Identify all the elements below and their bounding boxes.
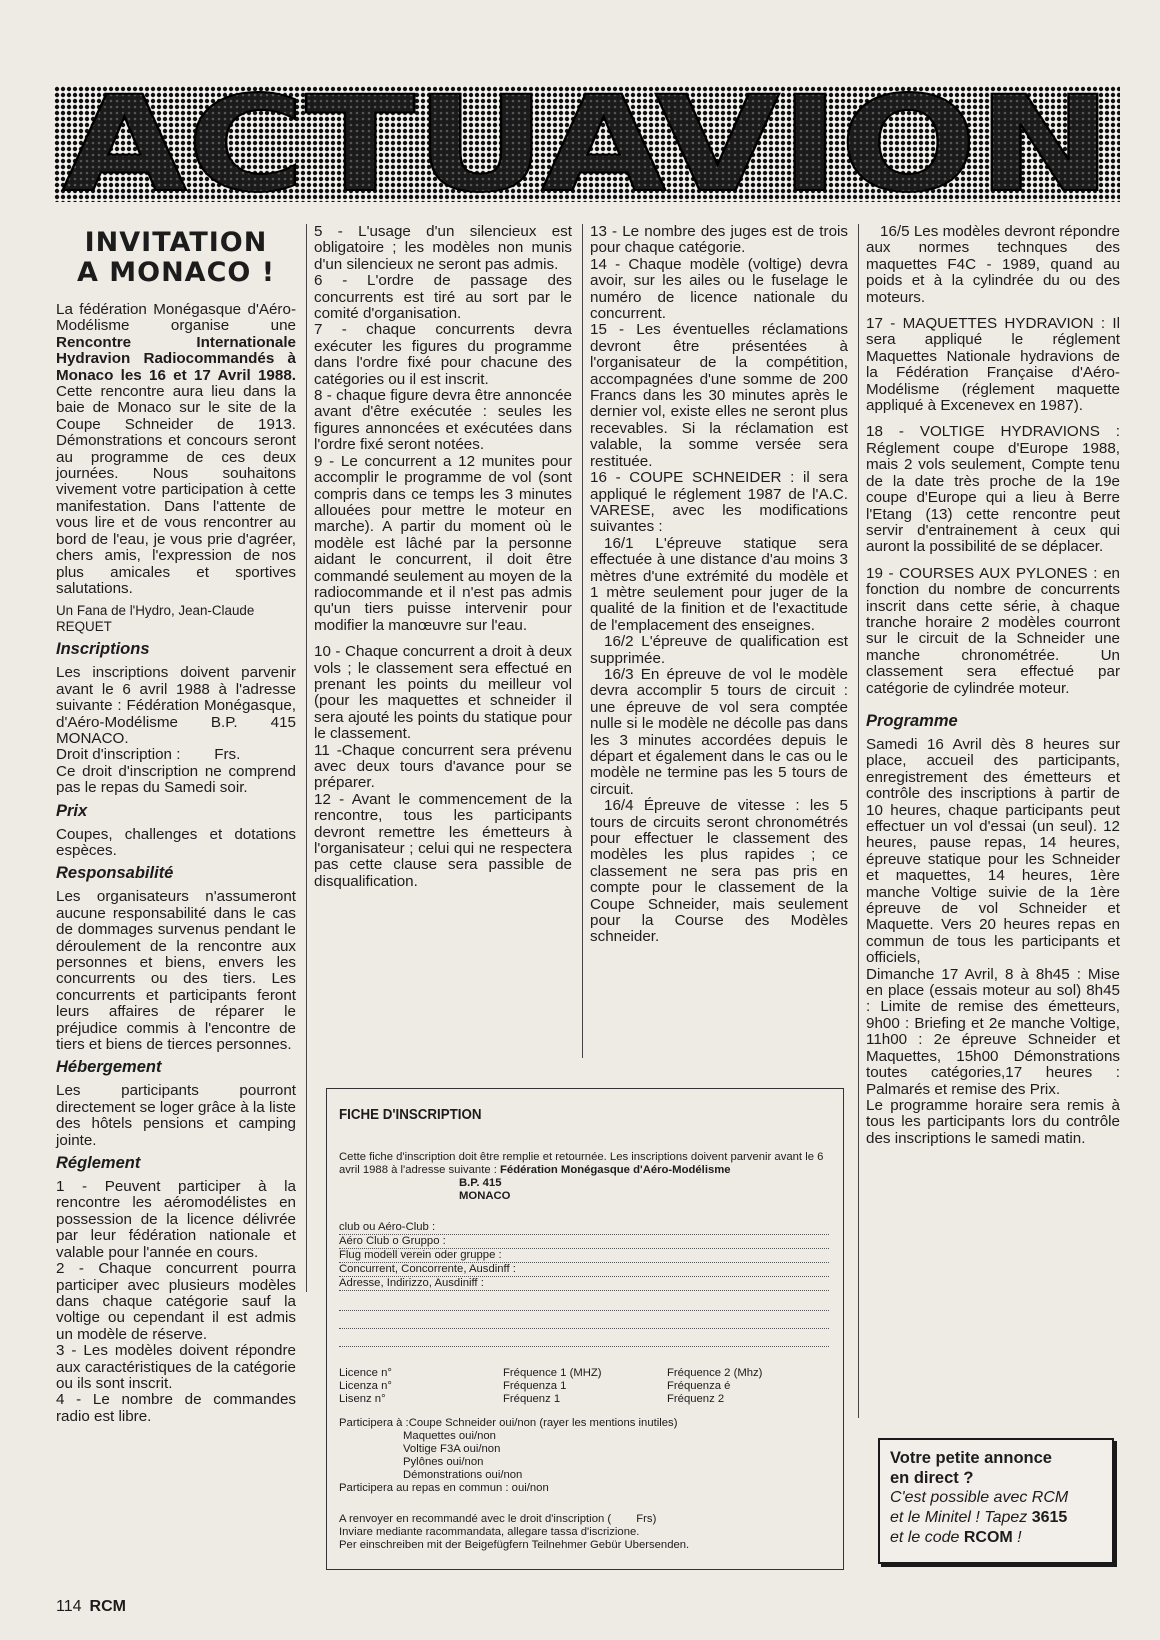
heading-inscriptions: Inscriptions: [56, 640, 150, 659]
participation-voltige[interactable]: Voltige F3A oui/non: [403, 1443, 501, 1455]
responsabilite-text: Les organisateurs n'assumeront aucune responsabilité dans le cas de dommages survenus pendant le déroulement de la rencontre aux personnes et biens, envers les concurrents ou des tiers. Les concurrents et participants feront leurs affaires de réparer le préjudice commis à l'encontre de tiers et biens de tierces personnes.: [56, 888, 296, 1054]
form-title: FICHE D'INSCRIPTION: [339, 1107, 482, 1123]
frequency-1-label[interactable]: Fréquence 1 (MHZ): [503, 1367, 602, 1379]
reglement-item-6: 6 - L'ordre de passage des concurrents est tiré au sort par le comité d'organisation.: [314, 272, 572, 323]
form-send-instructions: A renvoyer en recommandé avec le droit d'inscription ( Frs) Inviare mediante racommandata, allegare tassa d'iscrizione. Per einschreiben mit der Beigefügfern Teilnehmer Gebür Ubersenden.: [339, 1513, 690, 1551]
magazine-name: RCM: [89, 1598, 126, 1615]
inscriptions-text: Les inscriptions doivent parvenir avant le 6 avril 1988 à l'adresse suivante : Fédération Monégasque, d'Aéro-Modélisme B.P. 415 MONACO.: [56, 664, 296, 747]
licence-label[interactable]: Lisenz n°: [339, 1393, 386, 1405]
form-fields: [339, 1221, 829, 1347]
field-flug-verein[interactable]: Flug modell verein oder gruppe :: [339, 1249, 829, 1263]
frequency-2-label[interactable]: Fréquenza é: [667, 1380, 731, 1392]
programme-dimanche: Dimanche 17 Avril, 8 à 8h45 : Mise en place (essais moteur au sol) 8h45 : Limite de remise des émetteurs, 9h00 : Briefing et 2e manche Voltige, 11h00 : 2e épreuve Schneider et Maquettes, 15h00 Démonstrations toutes catégories,17 heures : Palmarés et remise des Prix.: [866, 965, 1120, 1098]
reglement-item-4: 4 - Le nombre de commandes radio est libre.: [56, 1391, 296, 1425]
reglement-item-16-4: 16/4 Épreuve de vitesse : les 5 tours de circuits seront chronométrés pour effectuer le classement des modèles les plus rapides ; ce classement ne sera pas pris en compte pour le classement de la Coupe Schneider, mais seulement pour la Course des Modèles schneider.: [590, 797, 848, 946]
licence-row: [339, 1393, 829, 1406]
form-participation: [339, 1417, 829, 1495]
field-concurrent[interactable]: Concurrent, Concorrente, Ausdinff :: [339, 1263, 829, 1277]
reglement-item-2: 2 - Chaque concurrent pourra participer avec plusieurs modèles dans chaque catégorie sauf la voltige ou cependant il est admis un modèle de réserve.: [56, 1260, 296, 1343]
column-divider: [858, 224, 859, 1418]
frequency-1-label[interactable]: Fréquenza 1: [503, 1380, 567, 1392]
prix-text: Coupes, challenges et dotations espèces.: [56, 825, 296, 859]
reglement-item-1: 1 - Peuvent participer à la rencontre les aéromodélistes en possession de la licence délivrée par leur fédération nationale et valable pour l'année en cours.: [56, 1178, 296, 1261]
field-adresse-line[interactable]: [339, 1333, 829, 1347]
reglement-item-7: 7 - chaque concurrents devra exécuter les figures du programme dans l'ordre fixé pour chacune des catégories ou il est inscrit.: [314, 321, 572, 388]
programme-note: Le programme horaire sera remis à tous les participants lors du contrôle des inscriptions le samedi matin.: [866, 1096, 1120, 1147]
licence-row: [339, 1380, 829, 1393]
frequency-1-label[interactable]: Fréquenz 1: [503, 1393, 561, 1405]
licence-label[interactable]: Licenza n°: [339, 1380, 392, 1392]
reglement-item-16: 16 - COUPE SCHNEIDER : il sera appliqué le réglement 1987 de l'A.C. VARESE, avec les modifications suivantes :: [590, 469, 848, 536]
column-1: [56, 224, 296, 1425]
column-divider: [582, 224, 583, 1058]
reglement-item-19: 19 - COURSES AUX PYLONES : en fonction du nombre de concurrents inscrit dans cette série, à chaque tranche horaire 2 modèles courront sur le circuit de la Schneider une manche chronométrée. Un classement sera effectué par catégorie de cylindrée moteur.: [866, 564, 1120, 697]
inscriptions-note: Ce droit d'inscription ne comprend pas le repas du Samedi soir.: [56, 762, 296, 797]
heading-responsabilite: Responsabilité: [56, 864, 174, 883]
reglement-item-16-1: 16/1 L'épreuve statique sera effectuée à une distance d'au moins 3 mètres d'une extrémité du modèle et 1 mètre seulement pour juger de la qualité de la finition et de l'exactitude de l'emplacement des enseignes.: [590, 534, 848, 634]
reglement-item-17: 17 - MAQUETTES HYDRAVION : Il sera appliqué le réglement Maquettes Nationale hydravions de la Fédération Française d'Aéro-Modélisme (réglement maquette appliqué à Excenevex en 1987).: [866, 315, 1120, 415]
frequency-2-label[interactable]: Fréquence 2 (Mhz): [667, 1367, 763, 1379]
reglement-item-15: 15 - Les éventuelles réclamations devront être présentées à l'organisateur de la compétition, accompagnées d'une somme de 200 Francs dans les 30 minutes après le dernier vol, existe elles ne seront plus recevables. Si la réclamation est valable, la somme versée sera restituée.: [590, 321, 848, 470]
form-licence-grid: [339, 1367, 829, 1406]
ad-body: C'est possible avec RCM et le Minitel ! Tapez 3615 et le code RCOM !: [890, 1489, 1069, 1546]
heading-reglement: Réglement: [56, 1154, 141, 1173]
reglement-item-16-2: 16/2 L'épreuve de qualification est supprimée.: [590, 633, 848, 667]
heading-hebergement: Hébergement: [56, 1058, 162, 1077]
invitation-intro: La fédération Monégasque d'Aéro-Modélisme organise une Rencontre Internationale Hydravion Radiocommandés à Monaco les 16 et 17 Avril 1988. Cette rencontre aura lieu dans la baie de Monaco sur le site de la Coupe Schneider de 1913. Démonstrations et concours seront au programme de ces deux journées. Nous souhaitons vivement votre participation à cette manifestation. Dans l'attente de vous lire et de vous rencontrer au bord de l'eau, je vous prie d'agréer, chers amis, l'expression de nos plus amicales et sportives salutations.: [56, 301, 296, 597]
minitel-ad-box: [878, 1438, 1114, 1564]
invitation-title: INVITATION A MONACO !: [76, 227, 276, 288]
field-club[interactable]: club ou Aéro-Club :: [339, 1221, 829, 1235]
participation-schneider[interactable]: Participera à :Coupe Schneider oui/non (rayer les mentions inutiles): [339, 1417, 678, 1429]
column-2: [314, 224, 572, 890]
reglement-item-10: 10 - Chaque concurrent a droit à deux vols ; le classement sera effectué en prenant les points du meilleur vol (pour les maquettes et schneider il sera ajouté les points du statique pour le classement.: [314, 643, 572, 743]
signature: Un Fana de l'Hydro, Jean-Claude REQUET: [56, 603, 255, 635]
licence-row: [339, 1367, 829, 1380]
page-number: 114: [56, 1598, 82, 1615]
field-adresse-line[interactable]: [339, 1315, 829, 1329]
reglement-item-12: 12 - Avant le commencement de la rencontre, tous les participants devront remettre les émetteurs à l'organisateur ; celui qui ne respectera pas cette clause sera passible de disqualification.: [314, 790, 572, 890]
reglement-item-13: 13 - Le nombre des juges est de trois pour chaque catégorie.: [590, 223, 848, 257]
participation-demonstrations[interactable]: Démonstrations oui/non: [403, 1469, 523, 1481]
banner: [54, 86, 1120, 202]
field-adresse[interactable]: Adresse, Indirizzo, Ausdiniff :: [339, 1277, 829, 1291]
form-intro: Cette fiche d'inscription doit être remplie et retournée. Les inscriptions doivent parvenir avant le 6 avril 1988 à l'adresse suivante : Fédération Monégasque d'Aéro-Modélisme B.P. 415 MONACO: [339, 1151, 829, 1203]
licence-label[interactable]: Licence n°: [339, 1367, 392, 1379]
programme-samedi: Samedi 16 Avril dès 8 heures sur place, accueil des participants, enregistrement des émetteurs et contrôle des inscriptions à partir de 10 heures, chaque participants peut effectuer un vol d'essai (un seul). 12 heures, pause repas, 14 heures, épreuve statique pour les Schneider et maquettes, 14 heures, 1ère manche Voltige suivie de la 1ère épreuve de vol Schneider et Maquette. Vers 20 heures repas en commun de tous les participants et officiels,: [866, 735, 1120, 967]
field-adresse-line[interactable]: [339, 1297, 829, 1311]
column-4: [866, 224, 1120, 1147]
heading-programme: Programme: [866, 711, 958, 730]
reglement-item-14: 14 - Chaque modèle (voltige) devra avoir, sur les ailes ou le fuselage le numéro de licence nationale du concurrent.: [590, 255, 848, 323]
reglement-item-5: 5 - L'usage d'un silencieux est obligatoire ; les modèles non munis d'un silencieux ne seront pas admis.: [314, 223, 572, 273]
hebergement-text: Les participants pourront directement se loger grâce à la liste des hôtels pensions et camping jointe.: [56, 1082, 296, 1149]
participation-repas[interactable]: Participera au repas en commun : oui/non: [339, 1482, 549, 1494]
participation-maquettes[interactable]: Maquettes oui/non: [403, 1430, 496, 1442]
column-divider: [306, 224, 307, 1292]
registration-form: [326, 1088, 844, 1570]
field-aero-club[interactable]: Aéro Club o Gruppo :: [339, 1235, 829, 1249]
page-footer: [56, 1598, 126, 1616]
ad-headline: Votre petite annonce en direct ?: [890, 1449, 1052, 1487]
form-address: B.P. 415 MONACO: [459, 1177, 511, 1202]
reglement-item-16-3: 16/3 En épreuve de vol le modèle devra accomplir 5 tours de circuit : une épreuve de vol sera comptée nulle si le modèle ne décolle pas dans les 3 minutes accordées depuis le départ et également dans le cas ou le modèle ne termine pas les 5 tours de circuit.: [590, 665, 848, 798]
heading-prix: Prix: [56, 801, 88, 820]
participation-pylones[interactable]: Pylônes oui/non: [403, 1456, 484, 1468]
banner-graphic: [54, 86, 1120, 202]
inscriptions-fee: Droit d'inscription : Frs.: [56, 746, 241, 764]
reglement-item-9: 9 - Le concurrent a 12 munites pour accomplir le programme de vol (sont compris dans ce temps les 3 minutes allouées pour mettre le moteur en marche). A partir du moment où le modèle est lâché par la personne aidant le concurrent, il doit être commandé seulement au moyen de la radiocommande et il n'est pas admis qu'un tiers puisse intervenir pour modifier la manœuvre sur l'eau.: [314, 452, 572, 634]
reglement-item-16-5: 16/5 Les modèles devront répondre aux normes technques des maquettes F4C - 1989, quand au poids et à la cylindrée du ou des moteurs.: [866, 223, 1120, 306]
column-3: [590, 224, 848, 946]
reglement-item-8: 8 - chaque figure devra être annoncée avant d'être exécutée : seules les figures annoncées et exécutées dans l'ordre fixé seront notées.: [314, 387, 572, 454]
reglement-item-11: 11 -Chaque concurrent sera prévenu avec deux tours d'avance pour se préparer.: [314, 741, 572, 792]
reglement-item-18: 18 - VOLTIGE HYDRAVIONS : Réglement coupe d'Europe 1988, mais 2 vols seulement, Compte tenu de la date très proche de la 19e coupe d'Europe qui a lieu à Berre l'Etang (13) cette rencontre peut servir d'entrainement à ceux qui auront la possibilité de se déplacer.: [866, 423, 1120, 556]
reglement-item-3: 3 - Les modèles doivent répondre aux caractéristiques de la catégorie ou ils sont inscrit.: [56, 1342, 296, 1392]
banner-title: ACTUAVION: [62, 86, 1112, 202]
frequency-2-label[interactable]: Fréquenz 2: [667, 1393, 725, 1405]
